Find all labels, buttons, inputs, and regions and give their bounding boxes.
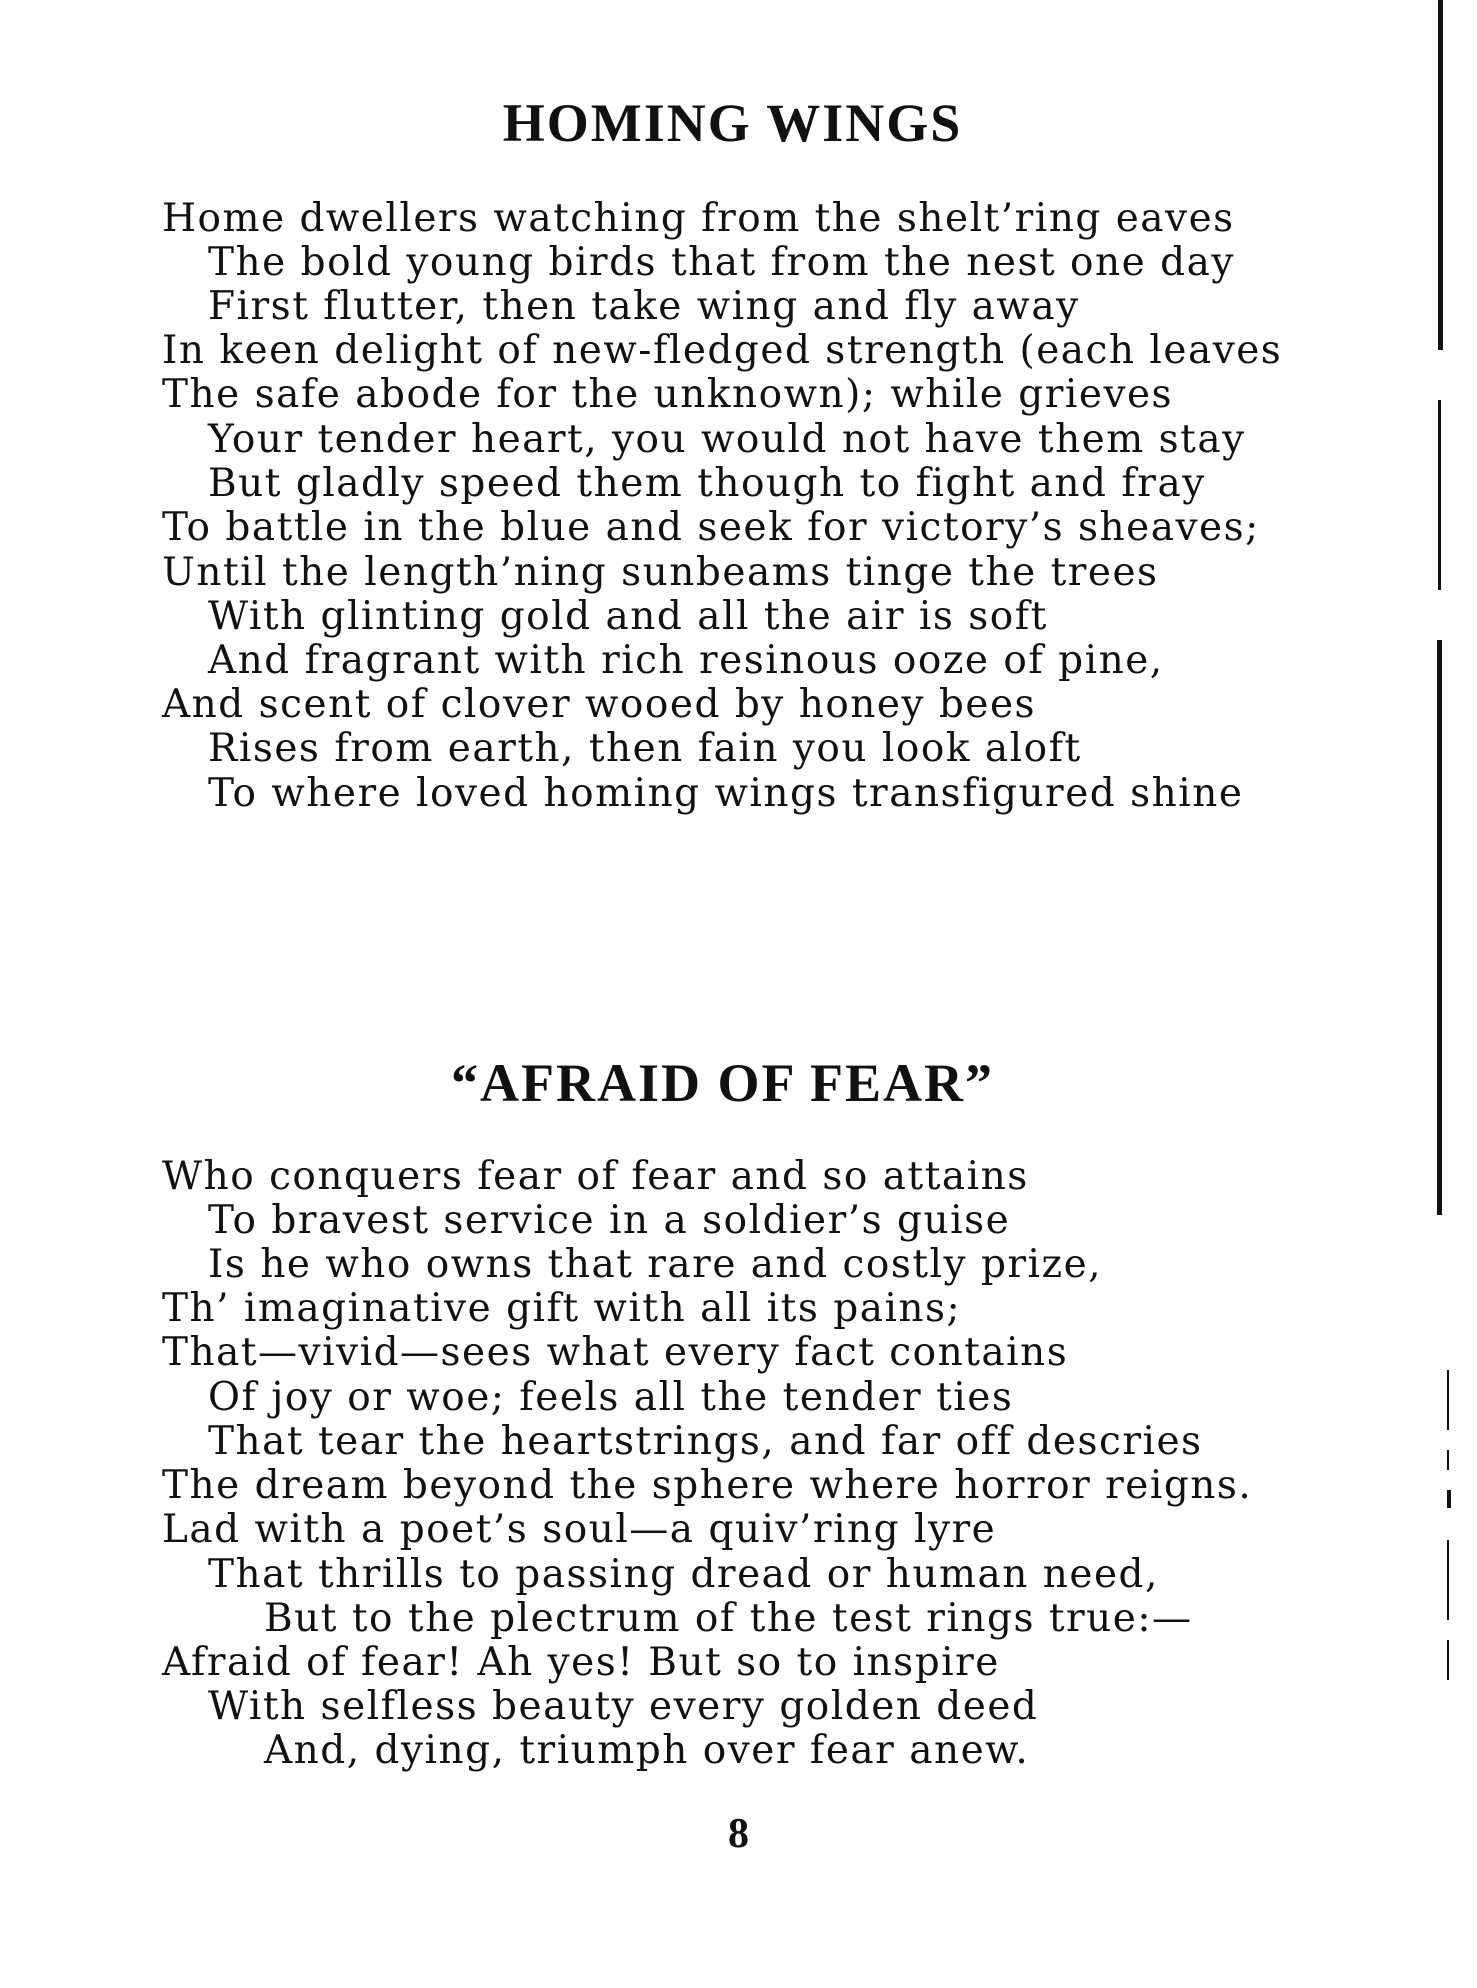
scan-edge-line — [1447, 1450, 1449, 1470]
scan-edge-line — [1447, 1370, 1449, 1430]
poem-line: Th’ imaginative gift with all its pains; — [162, 1286, 962, 1331]
poem-line: The safe abode for the unknown); while grieves — [162, 372, 1174, 417]
scan-edge-line — [1447, 1640, 1449, 1680]
poem-line: And scent of clover wooed by honey bees — [162, 682, 1037, 727]
scan-edge-line — [1437, 640, 1442, 1215]
poem-line: Afraid of fear! Ah yes! But so to inspire — [162, 1640, 1000, 1685]
poem-line: To bravest service in a soldier’s guise — [208, 1198, 1011, 1243]
scan-edge-line — [1438, 400, 1441, 590]
poem-line: But gladly speed them though to fight and fray — [208, 461, 1206, 506]
scan-edge-line — [1447, 1490, 1451, 1508]
poem-line: Your tender heart, you would not have them stay — [208, 417, 1246, 462]
scan-edge-line — [1447, 1540, 1449, 1620]
poem-line: With selfless beauty every golden deed — [208, 1684, 1039, 1729]
poem-line: Rises from earth, then fain you look aloft — [208, 726, 1082, 771]
poem-line: That—vivid—sees what every fact contains — [162, 1330, 1069, 1375]
poem-line: Until the length’ning sunbeams tinge the trees — [162, 550, 1159, 595]
poem-title-homing-wings: HOMING WINGS — [502, 93, 963, 153]
poem-line: To battle in the blue and seek for victory’s sheaves; — [162, 505, 1260, 550]
poem-line: The dream beyond the sphere where horror reigns. — [162, 1463, 1253, 1508]
poem-line: Home dwellers watching from the shelt’ring eaves — [162, 196, 1235, 241]
poem-line: Who conquers fear of fear and so attains — [162, 1154, 1029, 1199]
poem-line: And fragrant with rich resinous ooze of pine, — [208, 638, 1164, 683]
poem-line: That thrills to passing dread or human need, — [208, 1552, 1159, 1597]
poem-line: The bold young birds that from the nest one day — [208, 240, 1235, 285]
poem-line: That tear the heartstrings, and far off descries — [208, 1419, 1203, 1464]
poem-line: In keen delight of new-fledged strength (each leaves — [162, 328, 1283, 373]
page-number: 8 — [728, 1811, 749, 1857]
poem-line: But to the plectrum of the test rings true:— — [264, 1596, 1193, 1641]
poem-title-afraid-of-fear: “AFRAID OF FEAR” — [451, 1053, 994, 1113]
poem-line: And, dying, triumph over fear anew. — [264, 1728, 1030, 1773]
poem-line: With glinting gold and all the air is soft — [208, 594, 1048, 639]
poem-line: To where loved homing wings transfigured shine — [208, 771, 1244, 816]
poem-line: Of joy or woe; feels all the tender ties — [208, 1375, 1014, 1420]
poem-line: First flutter, then take wing and fly away — [208, 284, 1080, 329]
scan-edge-line — [1438, 0, 1443, 350]
poem-line: Is he who owns that rare and costly prize, — [208, 1242, 1103, 1287]
poem-line: Lad with a poet’s soul—a quiv’ring lyre — [162, 1507, 997, 1552]
